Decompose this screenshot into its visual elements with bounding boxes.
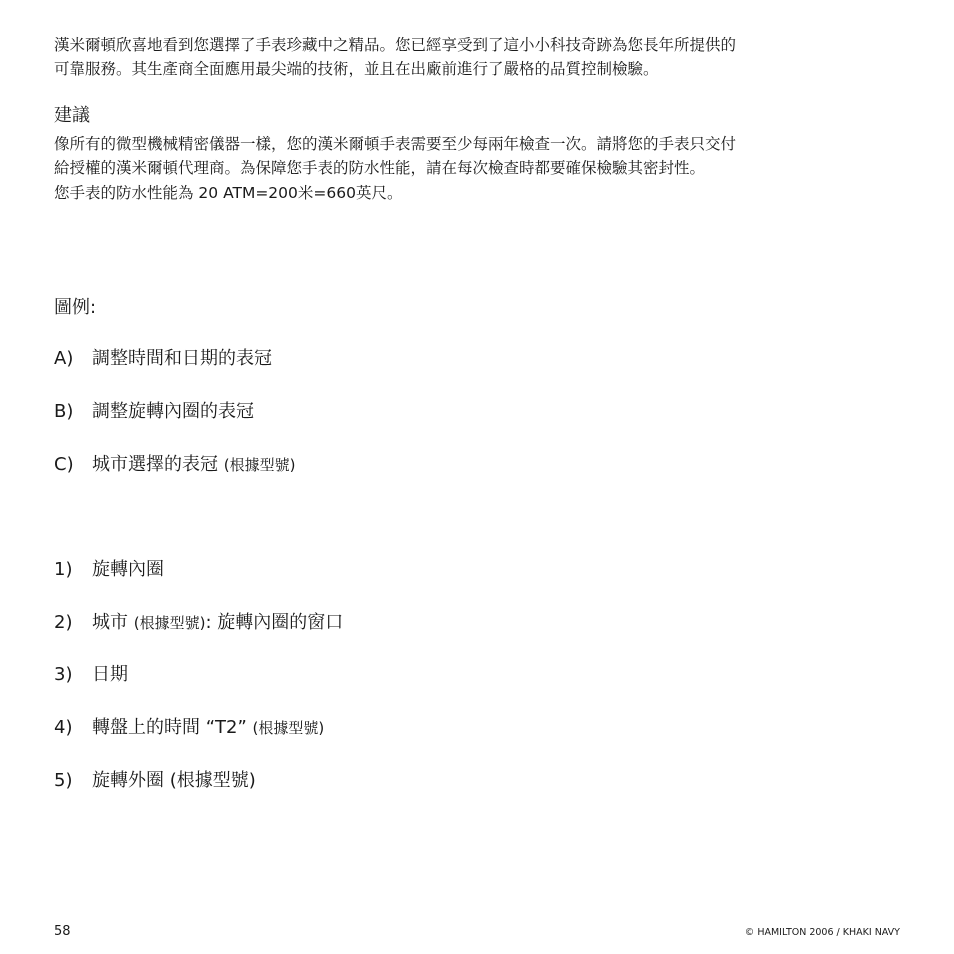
legend-text: 旋轉外圈 (根據型號) [92, 770, 256, 791]
legend-text: 城市 [92, 612, 134, 633]
legend-text: 轉盤上的時間 “T2” [92, 717, 253, 738]
legend-item-a [54, 346, 272, 372]
legend-key: A) [54, 348, 74, 369]
legend-key: 3) [54, 664, 73, 685]
page-number: 58 [54, 924, 71, 939]
legend-key: 1) [54, 559, 73, 580]
legend-key: 2) [54, 612, 73, 633]
legend-title: 圖例: [54, 297, 97, 318]
legend-note: (根據型號) [252, 719, 325, 737]
legend-item-c [54, 452, 295, 478]
intro-line-2: 可靠服務。其生產商全面應用最尖端的技術，並且在出廠前進行了嚴格的品質控制檢驗。 [54, 60, 659, 78]
legend-key: 5) [54, 770, 73, 791]
legend-text: 調整旋轉內圈的表冠 [92, 401, 254, 422]
legend-item-5 [54, 768, 256, 794]
water-resistance-text: 您手表的防水性能為 20 ATM=200米=660英尺。 [54, 184, 403, 202]
advice-line-2: 給授權的漢米爾頓代理商。為保障您手表的防水性能，請在每次檢查時都要確保檢驗其密封性。 [54, 159, 706, 177]
legend-text-suffix: : 旋轉內圈的窗口 [205, 612, 344, 633]
advice-line-1: 像所有的微型機械精密儀器一樣，您的漢米爾頓手表需要至少每兩年檢查一次。請將您的手表只交付 [54, 135, 737, 153]
legend-key: C) [54, 454, 74, 475]
legend-text: 日期 [92, 664, 128, 685]
legend-item-2 [54, 610, 343, 636]
intro-paragraph [54, 33, 904, 81]
legend-item-3 [54, 662, 128, 688]
legend-text: 調整時間和日期的表冠 [92, 348, 272, 369]
legend-text: 旋轉內圈 [92, 559, 164, 580]
legend-item-1 [54, 557, 164, 583]
advice-heading: 建議 [54, 105, 90, 126]
legend-key: B) [54, 401, 74, 422]
legend-key: 4) [54, 717, 73, 738]
legend-note: (根據型號) [133, 614, 206, 632]
legend-item-b [54, 399, 254, 425]
intro-line-1: 漢米爾頓欣喜地看到您選擇了手表珍藏中之精品。您已經享受到了這小小科技奇跡為您長年所提供的 [54, 36, 737, 54]
legend-note: (根據型號) [223, 456, 296, 474]
legend-text: 城市選擇的表冠 [92, 454, 224, 475]
legend-item-4 [54, 715, 324, 741]
copyright-notice: © HAMILTON 2006 / KHAKI NAVY [744, 927, 900, 938]
advice-paragraph [54, 132, 904, 180]
